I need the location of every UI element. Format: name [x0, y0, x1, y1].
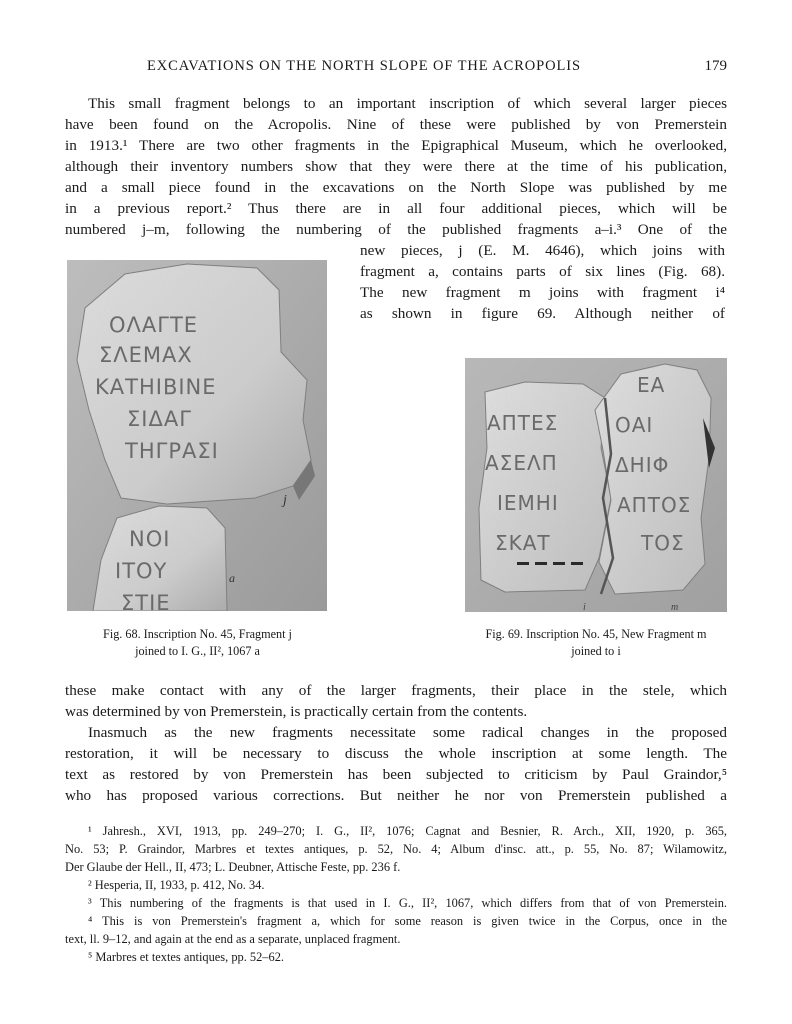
footnote-4: ⁴ This is von Premerstein's fragment a, which for some reason is given twice in the Corpus, once in the — [88, 914, 727, 928]
figure-69-photo — [465, 358, 727, 612]
body-line: in a previous report.² Thus there are in all four additional pieces, which will be — [65, 200, 727, 217]
body-line: and a small piece found in the excavations on the North Slope was published by me — [65, 179, 727, 196]
caption-line: joined to i — [571, 644, 621, 658]
body-line: although their inventory numbers show that they were there at the time of his publication, — [65, 158, 727, 175]
stone-inscription-line: ΑΣΕΛΠ — [485, 451, 558, 475]
figure-68-photo — [67, 260, 327, 611]
running-title: EXCAVATIONS ON THE NORTH SLOPE OF THE ACROPOLIS — [147, 58, 581, 74]
stone-inscription-line: ΔΗΙΦ — [615, 453, 670, 477]
stone-inscription-line: ΑΠΤΟΣ — [617, 493, 692, 517]
footnote-5: ⁵ Marbres et textes antiques, pp. 52–62. — [88, 950, 284, 964]
figure-69-caption — [455, 626, 737, 660]
body-line: who has proposed various corrections. But neither he nor von Premerstein published a — [65, 787, 727, 804]
stone-inscription-line: ΣΛΕΜΑΧ — [99, 343, 193, 367]
stone-inscription-line: ΙΕΜΗΙ — [497, 491, 559, 515]
body-line: was determined by von Premerstein, is practically certain from the contents. — [65, 703, 528, 720]
body-line: have been found on the Acropolis. Nine of these were published by von Premerstein — [65, 116, 727, 133]
stone-inscription-line: ΙΤΟΥ — [115, 559, 168, 583]
page-number: 179 — [704, 58, 727, 74]
stone-inscription-line: ΣΤΙΕ — [121, 591, 171, 611]
fragment-label-i: i — [583, 602, 586, 612]
caption-line: Fig. 69. Inscription No. 45, New Fragment m — [485, 627, 707, 641]
stone-inscription-line: ΟΛΑΓΤΕ — [109, 313, 199, 337]
stone-inscription-line: ΝΟΙ — [129, 527, 171, 551]
body-line: text as restored by von Premerstein has been subjected to criticism by Paul Graindor,⁵ — [65, 766, 727, 783]
figure-68-caption — [60, 626, 335, 660]
body-line: in 1913.¹ There are two other fragments in the Epigraphical Museum, which he overlooked, — [65, 137, 727, 154]
footnote-1: ¹ Jahresh., XVI, 1913, pp. 249–270; I. G., II², 1076; Cagnat and Besnier, R. Arch., XII, 1920, p. 365, — [88, 824, 727, 838]
body-line: restoration, it will be necessary to discuss the whole inscription at some length. The — [65, 745, 727, 762]
body-line: Inasmuch as the new fragments necessitate some radical changes in the proposed — [88, 724, 727, 741]
footnote-2: ² Hesperia, II, 1933, p. 412, No. 34. — [88, 878, 265, 892]
stone-inscription-line: ΤΗΓΡΑΣΙ — [125, 439, 219, 463]
caption-line: Fig. 68. Inscription No. 45, Fragment j — [103, 627, 292, 641]
footnote-3: ³ This numbering of the fragments is that used in I. G., II², 1067, which differs from that of von Premerstein. — [88, 896, 727, 910]
footnote-1-cont: No. 53; P. Graindor, Marbres et textes antiques, p. 52, No. 4; Album d'insc. att., p. 55, No. 87; Wilamowitz, — [65, 842, 727, 856]
footnote-1-cont: Der Glaube der Hell., II, 473; L. Deubner, Attische Feste, pp. 236 f. — [65, 860, 401, 874]
body-line: as shown in figure 69. Although neither of — [360, 305, 725, 322]
stone-inscription-line: ΣΙΔΑΓ — [127, 407, 192, 431]
caption-line: joined to I. G., II², 1067 a — [135, 644, 260, 658]
body-line: these make contact with any of the larger fragments, their place in the stele, which — [65, 682, 727, 699]
stone-inscription-line: ΟΑΙ — [615, 413, 654, 437]
stone-inscription-line: ΤΟΣ — [641, 531, 685, 555]
body-line: numbered j–m, following the numbering of the published fragments a–i.³ One of the — [65, 221, 727, 238]
body-line: fragment a, contains parts of six lines (Fig. 68). — [360, 263, 725, 280]
stone-inscription-line: ΣΚΑΤ — [495, 531, 551, 555]
fragment-label-j: j — [283, 493, 287, 508]
footnote-4-cont: text, ll. 9–12, and again at the end as a separate, unplaced fragment. — [65, 932, 401, 946]
body-line: The new fragment m joins with fragment i⁴ — [360, 284, 725, 301]
stone-inscription-line: ΑΠΤΕΣ — [487, 411, 559, 435]
running-header — [65, 58, 727, 78]
body-line: new pieces, j (E. M. 4646), which joins with — [360, 242, 725, 259]
body-line: This small fragment belongs to an important inscription of which several larger pieces — [88, 95, 727, 112]
stone-inscription-line: ΚΑΤΗΙΒΙΝΕ — [95, 375, 217, 399]
fragment-label-m: m — [671, 602, 679, 612]
fragment-label-a: a — [229, 571, 235, 585]
stone-inscription-line: ΕΑ — [637, 373, 666, 397]
